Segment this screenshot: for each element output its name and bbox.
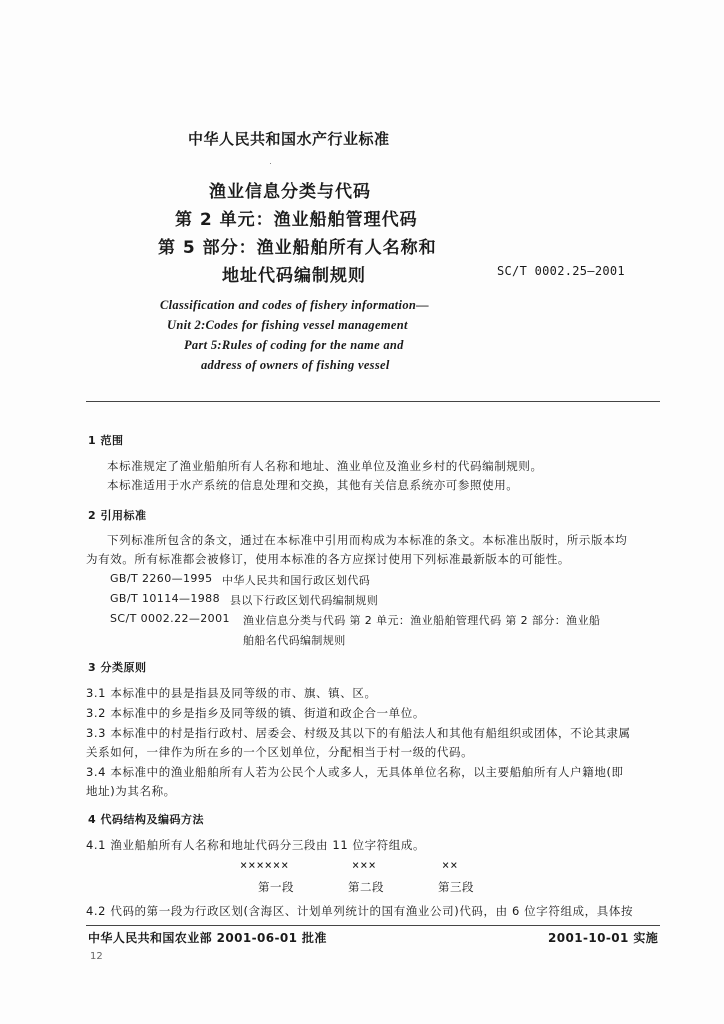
segment-1-code: ××××××	[240, 858, 290, 872]
segment-2-code: ×××	[352, 858, 377, 872]
section-3-heading: 3 分类原则	[88, 661, 147, 674]
clause-3-4-line-2: 地址)为其名称。	[86, 784, 176, 798]
clause-3-3-line-2: 关系如何，一律作为所在乡的一个区划单位，分配相当于村一级的代码。	[86, 745, 474, 759]
title-line-4: 地址代码编制规则	[222, 266, 366, 286]
reference-3-code: SC/T 0002.22—2001	[110, 612, 230, 625]
page-number: 12	[90, 951, 103, 962]
approval-statement: 中华人民共和国农业部 2001-06-01 批准	[88, 931, 327, 945]
segment-1-label: 第一段	[258, 880, 294, 894]
segment-3-code: ××	[442, 858, 459, 872]
header-divider	[86, 401, 660, 402]
english-title-line-4: address of owners of fishing vessel	[201, 358, 390, 372]
english-title-line-3: Part 5:Rules of coding for the name and	[184, 338, 404, 352]
clause-3-3-line-1: 3.3 本标准中的村是指行政村、居委会、村级及其以下的有船法人和其他有船组织或团体，不论其隶属	[86, 726, 631, 740]
section-2-paragraph-line-1: 下列标准所包含的条文，通过在本标准中引用而构成为本标准的条文。本标准出版时，所示版本均	[107, 533, 628, 547]
reference-2-code: GB/T 10114—1988	[110, 592, 220, 605]
reference-3-title-continued: 舶船名代码编制规则	[243, 634, 346, 647]
footer-divider	[86, 925, 660, 926]
section-1-paragraph-1: 本标准规定了渔业船舶所有人名称和地址、渔业单位及渔业乡村的代码编制规则。	[107, 459, 543, 473]
section-4-heading: 4 代码结构及编码方法	[88, 813, 204, 826]
clause-3-1: 3.1 本标准中的县是指县及同等级的市、旗、镇、区。	[86, 686, 377, 700]
clause-3-4-line-1: 3.4 本标准中的渔业船舶所有人若为公民个人或多人，无具体单位名称，以主要船舶所有人户籍地(即	[86, 765, 624, 779]
title-line-1: 渔业信息分类与代码	[209, 182, 371, 202]
reference-1-title: 中华人民共和国行政区划代码	[222, 574, 371, 587]
clause-4-1: 4.1 渔业船舶所有人名称和地址代码分三段由 11 位字符组成。	[86, 838, 426, 852]
reference-3-title: 渔业信息分类与代码 第 2 单元：渔业船舶管理代码 第 2 部分：渔业船	[243, 614, 601, 627]
section-2-heading: 2 引用标准	[88, 509, 147, 522]
section-1-paragraph-2: 本标准适用于水产系统的信息处理和交换，其他有关信息系统亦可参照使用。	[107, 478, 519, 492]
english-title-line-2: Unit 2:Codes for fishing vessel management	[167, 318, 408, 332]
standard-issuer: 中华人民共和国水产行业标准	[188, 130, 390, 148]
english-title-line-1: Classification and codes of fishery information—	[160, 298, 429, 312]
scan-speck	[270, 163, 271, 164]
section-2-paragraph-line-2: 为有效。所有标准都会被修订，使用本标准的各方应探讨使用下列标准最新版本的可能性。	[86, 552, 570, 566]
segment-3-label: 第三段	[438, 880, 474, 894]
section-1-heading: 1 范围	[88, 434, 124, 447]
standard-code: SC/T 0002.25—2001	[497, 264, 625, 278]
title-line-2: 第 2 单元：渔业船舶管理代码	[175, 210, 418, 230]
segment-2-label: 第二段	[348, 880, 384, 894]
implementation-date: 2001-10-01 实施	[548, 931, 659, 945]
reference-1-code: GB/T 2260—1995	[110, 572, 213, 585]
clause-4-2: 4.2 代码的第一段为行政区划(含海区、计划单列统计的国有渔业公司)代码，由 6 位字符组成，具体按	[86, 904, 634, 918]
clause-3-2: 3.2 本标准中的乡是指乡及同等级的镇、街道和政企合一单位。	[86, 706, 425, 720]
title-line-3: 第 5 部分：渔业船舶所有人名称和	[158, 238, 437, 258]
reference-2-title: 县以下行政区划代码编制规则	[230, 594, 379, 607]
